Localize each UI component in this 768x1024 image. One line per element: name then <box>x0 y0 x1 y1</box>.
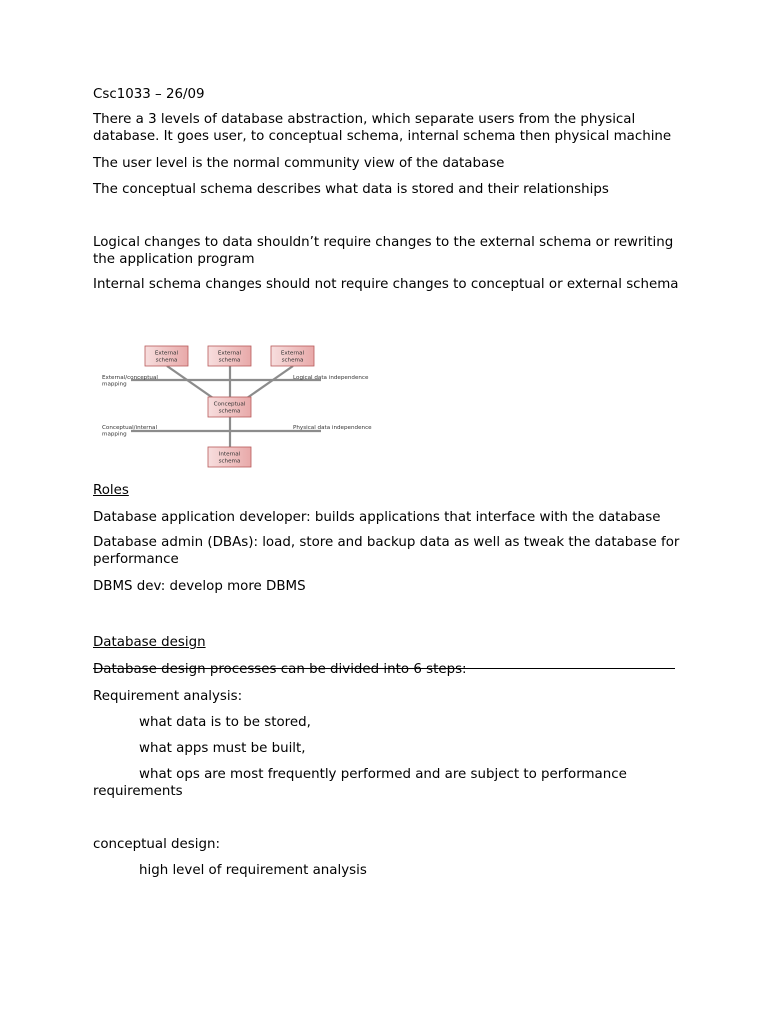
schema-levels-diagram <box>93 342 383 474</box>
ext-conc-mapping-line2: mapping <box>102 381 127 388</box>
conceptual-schema-line1: Conceptual <box>213 401 246 408</box>
external-schema-2-line2: schema <box>218 357 241 364</box>
conceptual-schema-line2: schema <box>218 408 241 415</box>
paragraph-abstraction: There a 3 levels of database abstraction, which separate users from the physical database. It goes user, to conceptual schema, internal schema then physical machine <box>93 112 672 144</box>
role-dba: Database admin (DBAs): load, store and backup data as well as tweak the database for performance <box>93 535 680 567</box>
ext-conc-mapping-line1: External/conceptual <box>102 375 158 381</box>
design-heading: Database design <box>93 635 206 650</box>
paragraph-user-level: The user level is the normal community view of the database <box>93 156 505 171</box>
roles-heading: Roles <box>93 483 129 498</box>
role-app-developer: Database application developer: builds applications that interface with the database <box>93 510 661 525</box>
design-intro: Database design processes can be divided into 6 steps: <box>93 662 467 677</box>
document-body <box>93 86 683 879</box>
external-schema-1-line2: schema <box>155 357 178 364</box>
external-schema-3-line2: schema <box>281 357 304 364</box>
list-item: what apps must be built, <box>139 741 306 756</box>
paragraph-internal-changes: Internal schema changes should not require changes to conceptual or external schema <box>93 277 679 292</box>
list-item: high level of requirement analysis <box>139 863 367 878</box>
role-dbms-dev: DBMS dev: develop more DBMS <box>93 579 306 594</box>
paragraph-logical-changes: Logical changes to data shouldn’t require changes to the external schema or rewriting the application program <box>93 235 674 267</box>
doc-header: Csc1033 – 26/09 <box>93 87 205 102</box>
conceptual-design-label: conceptual design: <box>93 837 220 852</box>
internal-schema-line2: schema <box>218 458 241 465</box>
external-schema-1-line1: External <box>154 350 179 357</box>
external-schema-3-line1: External <box>280 350 305 357</box>
internal-schema-line1: Internal <box>218 451 241 458</box>
external-schema-2-line1: External <box>217 350 242 357</box>
requirement-analysis-label: Requirement analysis: <box>93 689 243 704</box>
horizontal-rule <box>93 668 675 669</box>
diagram-svg <box>93 342 383 474</box>
physical-independence-label: Physical data independence <box>293 425 372 431</box>
list-item: what data is to be stored, <box>139 715 311 730</box>
list-item: what ops are most frequently performed and are subject to performance requirements <box>93 767 627 799</box>
conc-int-mapping-line2: mapping <box>102 431 127 438</box>
conc-int-mapping-line1: Conceptual/internal <box>102 425 158 431</box>
logical-independence-label: Logical data independence <box>293 375 369 381</box>
paragraph-conceptual: The conceptual schema describes what data is stored and their relationships <box>93 182 609 197</box>
